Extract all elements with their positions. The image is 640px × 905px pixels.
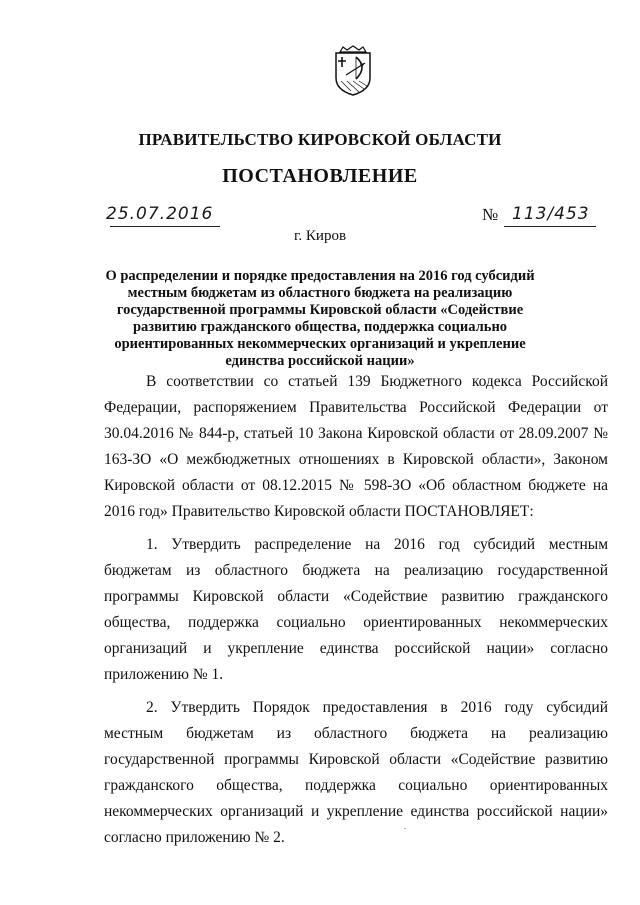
document-date-field [106, 204, 220, 227]
coat-of-arms-graphic [331, 45, 375, 97]
organization-name: ПРАВИТЕЛЬСТВО КИРОВСКОЙ ОБЛАСТИ [138, 130, 502, 149]
preamble-paragraph: В соответствии со статьей 139 Бюджетного кодекса Российской Федерации, распоряжением Правительства Российской Федерации от 30.04.2016 № 844-р, статьей 10 Закона Кировской области от 28.09.2007 № 163-ЗО «О межбюджетных отношениях в Кировской области», Законом Кировской области от 08.12.2015 № 598-ЗО «Об областном бюджете на 2016 год» Правительство Кировской области ПОСТАНОВЛЯЕТ: [104, 373, 608, 520]
document-body [104, 369, 608, 858]
coat-of-arms-icon [331, 45, 375, 97]
number-label: № [482, 205, 499, 224]
document-date: 25.07.2016 [106, 204, 214, 224]
document-subject: О распределении и порядке предоставления на 2016 год субсидий местным бюджетам из областного бюджета на реализацию государственной программы Кировской области «Содействие развитию гражданского общества, поддержка социально ориентированных некоммерческих организаций и укрепление единства российской нации» [105, 268, 535, 369]
scan-speck [404, 828, 406, 829]
city-name: г. Киров [293, 228, 347, 244]
item-1-paragraph: 1. Утвердить распределение на 2016 год субсидий местным бюджетам из областного бюджета на реализацию государственной программы Кировской области «Содействие развитию гражданского общества, поддержка социально ориентированных некоммерческих организаций и укрепление единства российской нации» согласно приложению № 1. [104, 536, 608, 683]
item-2-paragraph: 2. Утвердить Порядок предоставления в 2016 году субсидий местным бюджетам из областного бюджета на реализацию государственной программы Кировской области «Содействие развитию гражданского общества, поддержка социально ориентированных некоммерческих организаций и укрепление единства российской нации» согласно приложению № 2. [104, 699, 608, 846]
document-number: 113/453 [512, 204, 590, 224]
document-number-field [504, 204, 596, 227]
document-type: ПОСТАНОВЛЕНИЕ [222, 165, 418, 187]
